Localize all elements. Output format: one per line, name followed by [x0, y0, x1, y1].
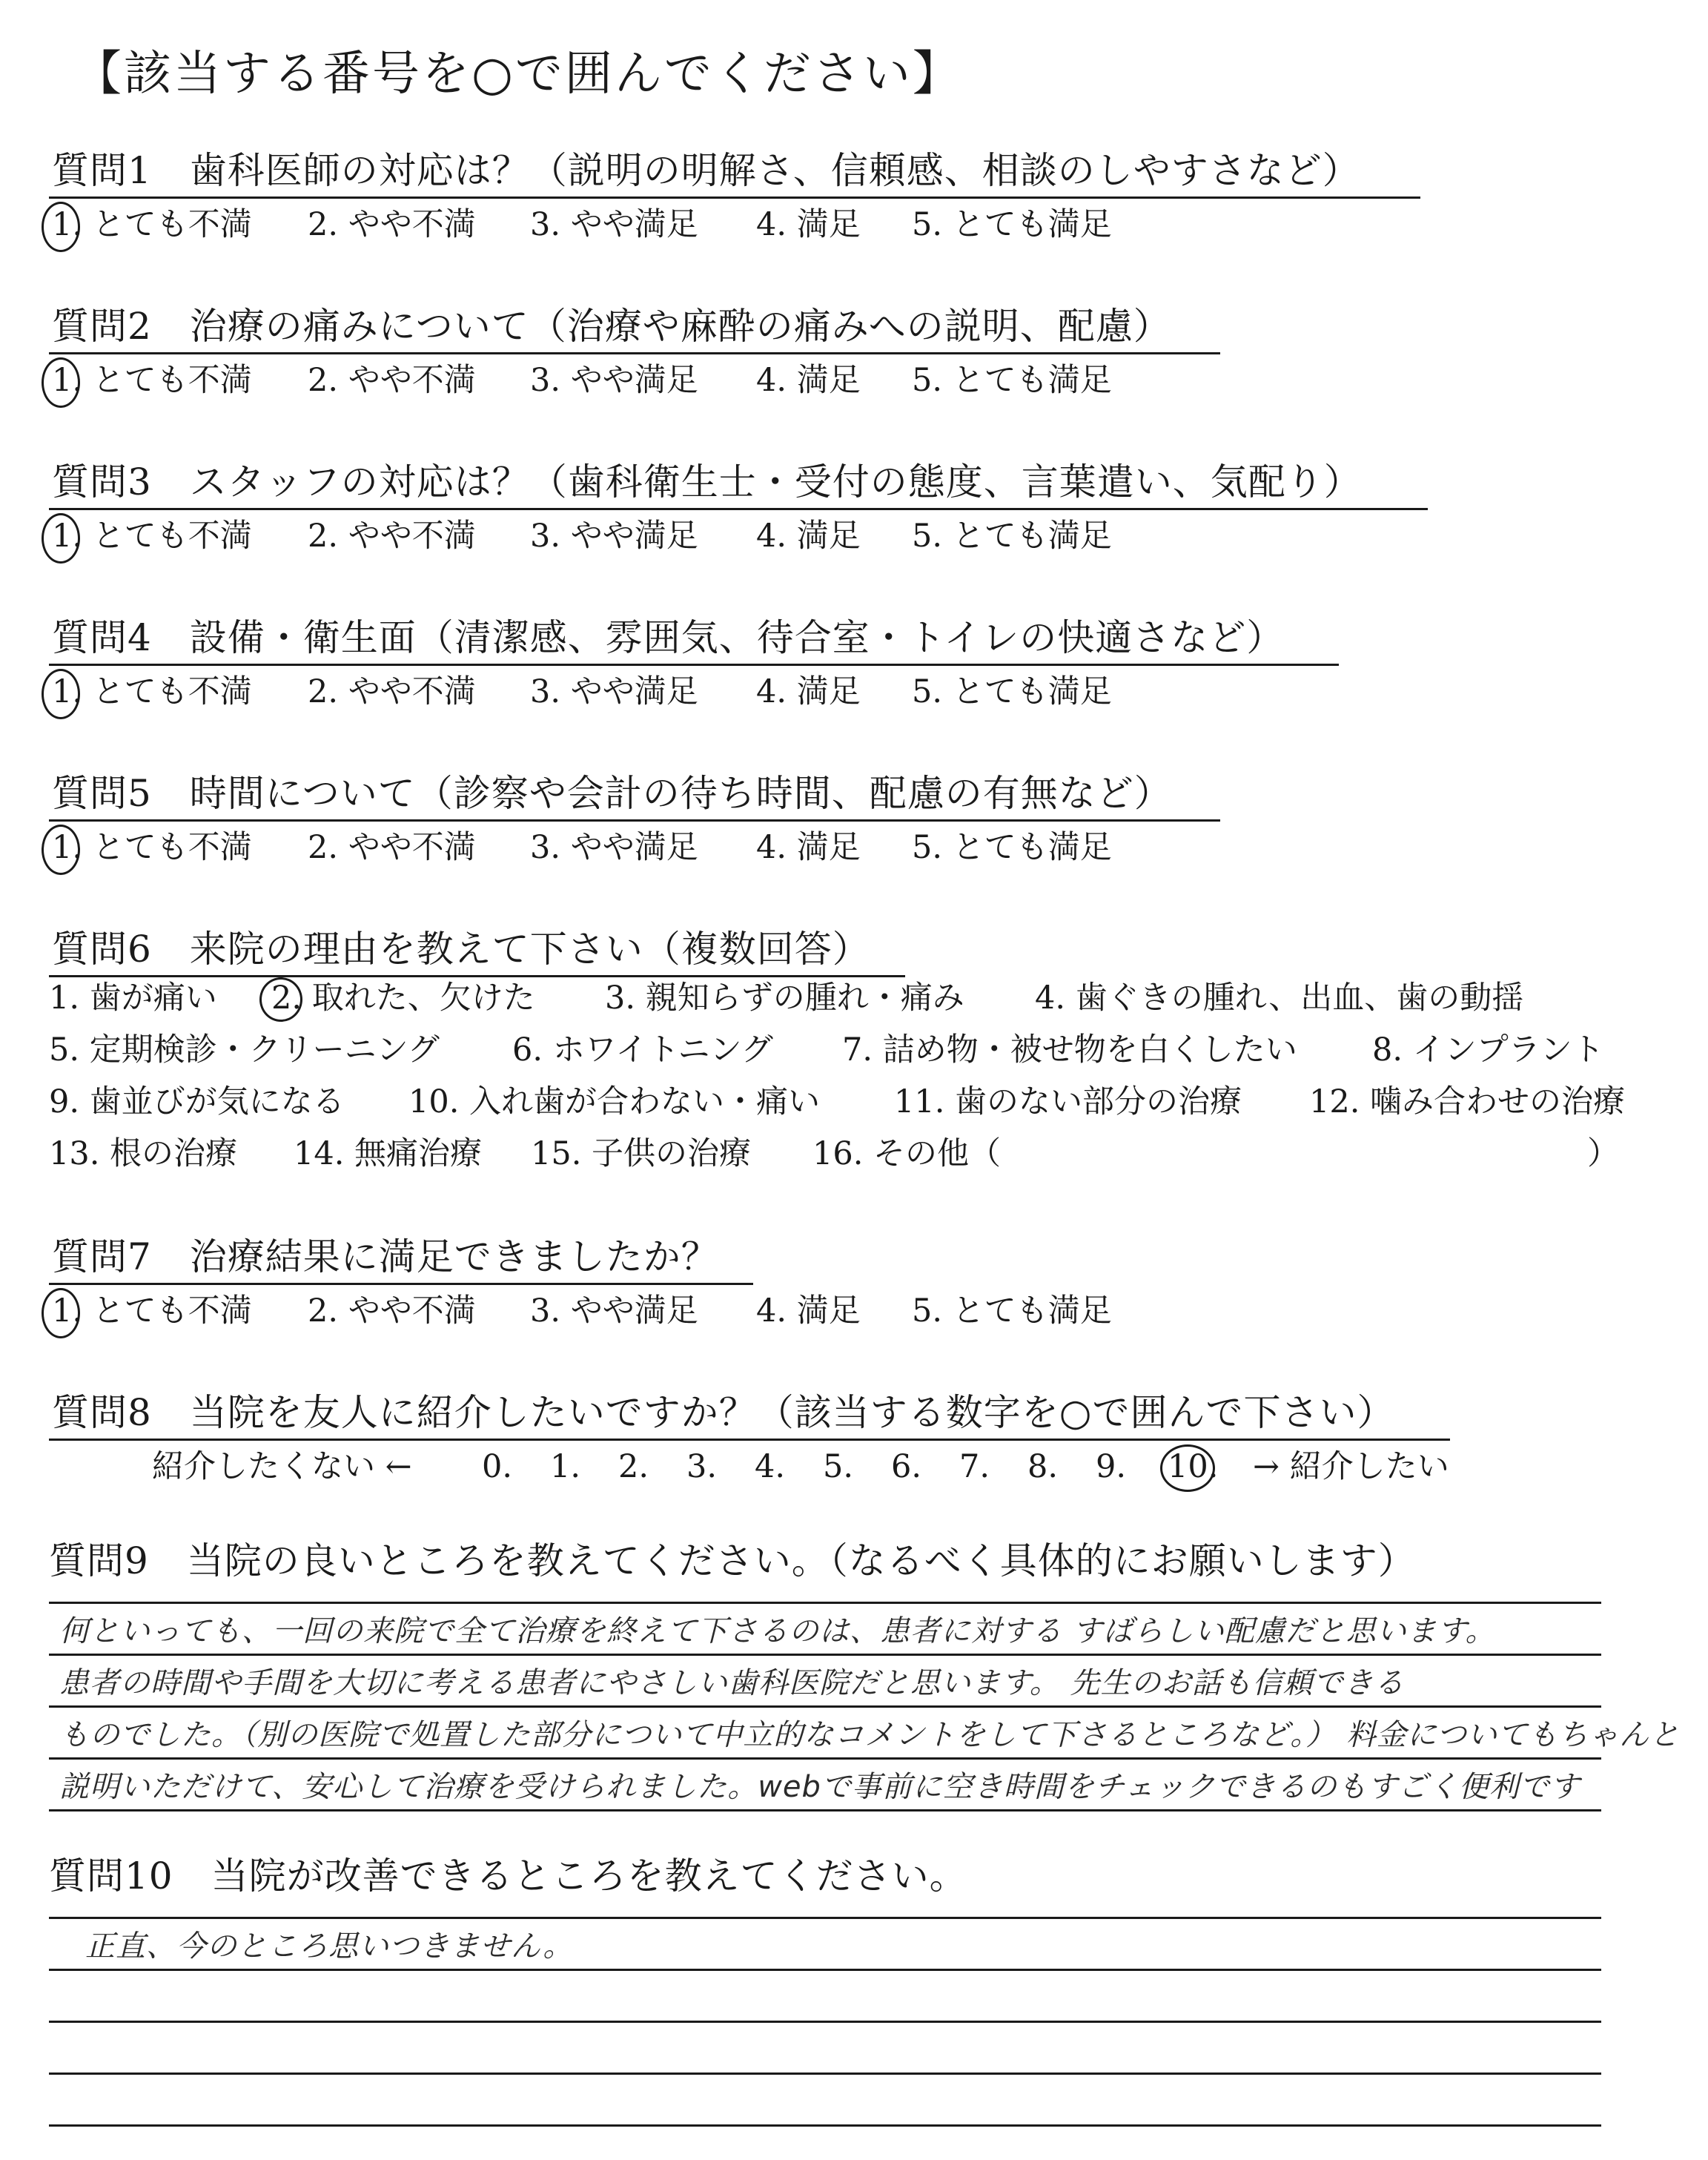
q4-underline [49, 664, 1339, 666]
q7-underline [49, 1283, 753, 1285]
q8-number-8[interactable]: 8. [1027, 1448, 1059, 1485]
q5-option-2[interactable]: 2. やや不満 [308, 829, 476, 866]
q4-option-1[interactable]: 1. とても不満 [52, 673, 252, 710]
q7-option-1[interactable]: 1. とても不満 [52, 1292, 252, 1330]
q9-rule-1 [49, 1602, 1601, 1604]
q3-option-1[interactable]: 1. とても不満 [52, 518, 252, 555]
q6-option-4[interactable]: 4. 歯ぐきの腫れ、出血、歯の動揺 [1035, 980, 1524, 1017]
q8-number-3[interactable]: 3. [686, 1448, 718, 1485]
q6-option-3[interactable]: 3. 親知らずの腫れ・痛み [605, 980, 964, 1017]
q8-title: 質問8 当院を友人に紹介したいですか？（該当する数字を○で囲んで下さい） [52, 1391, 1395, 1434]
q7-option-5[interactable]: 5. とても満足 [912, 1292, 1112, 1330]
q5-option-4[interactable]: 4. 満足 [756, 829, 861, 866]
q6-option-1[interactable]: 1. 歯が痛い [49, 980, 217, 1017]
q6-option-2[interactable]: 2. 取れた、欠けた [271, 980, 535, 1017]
q3-option-4[interactable]: 4. 満足 [756, 518, 861, 555]
q5-title: 質問5 時間について（診察や会計の待ち時間、配慮の有無など） [52, 772, 1172, 815]
q2-title: 質問2 治療の痛みについて（治療や麻酔の痛みへの説明、配慮） [52, 305, 1171, 348]
q5-selection-circle [42, 825, 80, 875]
q8-scale [482, 1446, 1260, 1490]
q6-option-8[interactable]: 8. インプラント [1372, 1031, 1604, 1069]
q5-option-5[interactable]: 5. とても満足 [912, 829, 1112, 866]
q8-selection-circle [1160, 1444, 1215, 1492]
q6-selection-circle [259, 977, 302, 1022]
q1-selection-circle [42, 202, 80, 252]
q9-rule-3 [49, 1705, 1601, 1708]
q6-option-15[interactable]: 15. 子供の治療 [531, 1135, 752, 1172]
q6-option-11[interactable]: 11. 歯のない部分の治療 [894, 1083, 1242, 1120]
q2-option-3[interactable]: 3. やや満足 [530, 362, 698, 399]
q6-option-10[interactable]: 10. 入れ歯が合わない・痛い [408, 1083, 821, 1120]
q8-number-2[interactable]: 2. [618, 1448, 649, 1485]
q10-rule-2 [49, 1969, 1601, 1971]
q7-option-2[interactable]: 2. やや不満 [308, 1292, 476, 1330]
q8-number-7[interactable]: 7. [959, 1448, 990, 1485]
q1-option-4[interactable]: 4. 満足 [756, 206, 861, 243]
q5-option-3[interactable]: 3. やや満足 [530, 829, 698, 866]
q2-selection-circle [42, 357, 80, 408]
q10-answer-line-1: 正直、今のところ思いつきません。 [85, 1929, 574, 1964]
q9-answer-line-1: 何といっても、一回の来院で全て治療を終えて下さるのは、患者に対する すばらしい配慮だと思います。 [59, 1614, 1496, 1648]
q2-underline [49, 352, 1220, 354]
q8-number-4[interactable]: 4. [755, 1448, 786, 1485]
q3-title: 質問3 スタッフの対応は？（歯科衛生士・受付の態度、言葉遣い、気配り） [52, 460, 1362, 503]
q6-option-6[interactable]: 6. ホワイトニング [512, 1031, 773, 1069]
q6-title: 質問6 来院の理由を教えて下さい（複数回答） [52, 928, 870, 971]
q8-number-6[interactable]: 6. [891, 1448, 922, 1485]
q7-title: 質問7 治療結果に満足できましたか？ [52, 1235, 719, 1278]
q1-option-5[interactable]: 5. とても満足 [912, 206, 1112, 243]
q6-option-16[interactable]: 16. その他（ [812, 1135, 1002, 1172]
q10-rule-4 [49, 2073, 1601, 2075]
q8-right-label: → 紹介したい [1253, 1448, 1449, 1485]
q2-option-5[interactable]: 5. とても満足 [912, 362, 1112, 399]
q2-option-2[interactable]: 2. やや不満 [308, 362, 476, 399]
q3-option-3[interactable]: 3. やや満足 [530, 518, 698, 555]
q1-title: 質問1 歯科医師の対応は？（説明の明解さ、信頼感、相談のしやすさなど） [52, 149, 1360, 192]
q10-rule-3 [49, 2021, 1601, 2023]
q3-option-2[interactable]: 2. やや不満 [308, 518, 476, 555]
q1-option-2[interactable]: 2. やや不満 [308, 206, 476, 243]
q6-option-14[interactable]: 14. 無痛治療 [294, 1135, 483, 1172]
instruction-heading: 【該当する番号を○で囲んでください】 [74, 47, 962, 102]
q9-rule-2 [49, 1654, 1601, 1656]
q9-answer-line-3: ものでした。（別の医院で処置した部分について中立的なコメントをして下さるところなど。） 料金についてもちゃんと [59, 1718, 1681, 1752]
q1-option-1[interactable]: 1. とても不満 [52, 206, 252, 243]
q6-option-5[interactable]: 5. 定期検診・クリーニング [49, 1031, 440, 1069]
q8-number-1[interactable]: 1. [550, 1448, 581, 1485]
q8-number-5[interactable]: 5. [823, 1448, 854, 1485]
q9-title: 質問9 当院の良いところを教えてください。（なるべく具体的にお願いします） [49, 1539, 1416, 1582]
q4-option-3[interactable]: 3. やや満足 [530, 673, 698, 710]
q6-option-13[interactable]: 13. 根の治療 [49, 1135, 238, 1172]
q1-option-3[interactable]: 3. やや満足 [530, 206, 698, 243]
q3-selection-circle [42, 513, 80, 564]
q4-option-5[interactable]: 5. とても満足 [912, 673, 1112, 710]
q10-rule-1 [49, 1917, 1601, 1919]
q8-left-label: 紹介したくない ← [152, 1448, 412, 1485]
q4-selection-circle [42, 669, 80, 719]
q5-option-1[interactable]: 1. とても不満 [52, 829, 252, 866]
q9-answer-line-4: 説明いただけて、安心して治療を受けられました。webで事前に空き時間をチェックできるのもすごく便利です [59, 1770, 1580, 1804]
q6-option-9[interactable]: 9. 歯並びが気になる [49, 1083, 345, 1120]
q7-selection-circle [42, 1288, 80, 1338]
q7-option-4[interactable]: 4. 満足 [756, 1292, 861, 1330]
q6-option-7[interactable]: 7. 詰め物・被せ物を白くしたい [842, 1031, 1297, 1069]
q5-underline [49, 819, 1220, 822]
q2-option-1[interactable]: 1. とても不満 [52, 362, 252, 399]
q9-rule-4 [49, 1757, 1601, 1760]
q6-option-16-close-paren: ） [1587, 1135, 1619, 1172]
q2-option-4[interactable]: 4. 満足 [756, 362, 861, 399]
q8-number-10[interactable]: 10. [1168, 1448, 1219, 1485]
q10-rule-5 [49, 2124, 1601, 2127]
q6-option-12[interactable]: 12. 噛み合わせの治療 [1309, 1083, 1626, 1120]
q8-number-0[interactable]: 0. [482, 1448, 513, 1485]
q4-option-4[interactable]: 4. 満足 [756, 673, 861, 710]
q3-option-5[interactable]: 5. とても満足 [912, 518, 1112, 555]
q7-option-3[interactable]: 3. やや満足 [530, 1292, 698, 1330]
q3-underline [49, 508, 1428, 510]
q9-rule-5 [49, 1809, 1601, 1811]
q1-underline [49, 196, 1420, 199]
q4-title: 質問4 設備・衛生面（清潔感、雰囲気、待合室・トイレの快適さなど） [52, 616, 1285, 659]
q8-number-9[interactable]: 9. [1096, 1448, 1127, 1485]
q9-answer-line-2: 患者の時間や手間を大切に考える患者にやさしい歯科医院だと思います。 先生のお話も信頼できる [59, 1666, 1405, 1700]
q10-title: 質問10 当院が改善できるところを教えてください。 [49, 1855, 967, 1898]
q8-underline [49, 1439, 1450, 1441]
q4-option-2[interactable]: 2. やや不満 [308, 673, 476, 710]
